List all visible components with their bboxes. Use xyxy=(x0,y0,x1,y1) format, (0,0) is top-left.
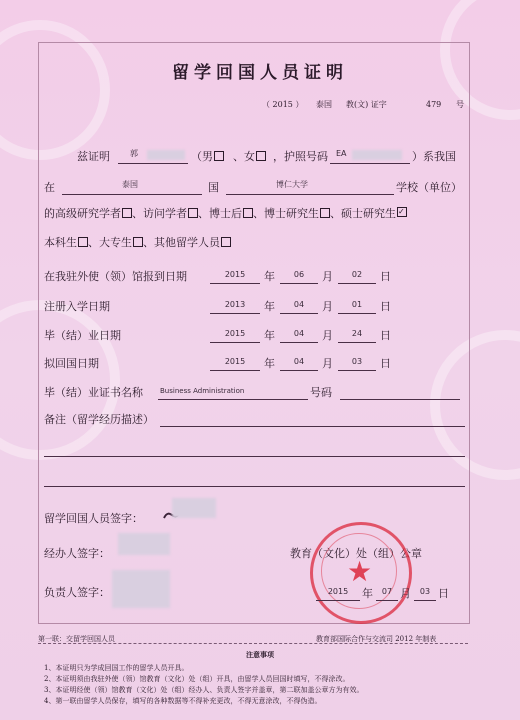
year-underline xyxy=(210,283,260,284)
seal-label: 教育（文化）处（组）公章 xyxy=(290,547,422,560)
seal-month-underline xyxy=(376,600,398,601)
checkbox-female[interactable] xyxy=(256,151,266,161)
day-underline xyxy=(338,283,376,284)
redacted-passport xyxy=(352,150,402,160)
cat-undergrad: 本科生 xyxy=(44,236,77,249)
day-value: 24 xyxy=(351,329,363,338)
month-underline xyxy=(280,283,318,284)
day-value: 01 xyxy=(351,300,363,309)
seal-month-unit: 月 xyxy=(400,587,411,600)
remarks-label: 备注（留学经历描述） xyxy=(44,413,154,426)
passport-number: EA xyxy=(336,149,347,158)
country-underline xyxy=(62,194,202,195)
sex-female-label: 、女 xyxy=(233,150,266,164)
ref-year: （ 2015 ） xyxy=(262,100,304,109)
year-value: 2013 xyxy=(224,300,246,309)
sex-male-label: （男 xyxy=(191,150,224,164)
date-label: 在我驻外使（领）馆报到日期 xyxy=(44,270,187,283)
passport-label: ，护照号码 xyxy=(273,150,328,163)
day-underline xyxy=(338,342,376,343)
cat-visiting-scholar: 、访问学者 xyxy=(132,207,187,220)
day-value: 02 xyxy=(351,270,363,279)
month-underline xyxy=(280,370,318,371)
day-unit: 日 xyxy=(380,300,391,313)
passport-underline xyxy=(330,163,410,164)
date-label: 毕（结）业日期 xyxy=(44,329,121,342)
star-icon: ★ xyxy=(347,555,373,588)
year-underline xyxy=(210,370,260,371)
redacted-signature xyxy=(172,498,216,518)
note-item: 1、本证明只为学成回国工作的留学人员开具。 xyxy=(44,664,189,672)
cat-college: 、大专生 xyxy=(88,236,132,249)
day-unit: 日 xyxy=(380,270,391,283)
remarks-line xyxy=(160,426,465,427)
copy-label: 第一联：交留学回国人员 xyxy=(38,635,115,643)
checkbox-college[interactable] xyxy=(133,237,143,247)
certify-suffix: ）系我国 xyxy=(412,150,456,163)
official-seal xyxy=(310,522,412,624)
month-value: 06 xyxy=(293,270,305,279)
cat-phd: 、博士研究生 xyxy=(253,207,319,220)
note-item: 3、本证明经使（领）馆教育（文化）处（组）经办人、负责人签字并盖章，第二联加盖公章方为有效。 xyxy=(44,686,364,694)
year-underline xyxy=(210,313,260,314)
in-label: 在 xyxy=(44,181,55,194)
notes-title: 注意事项 xyxy=(246,650,274,659)
year-unit: 年 xyxy=(264,270,275,283)
year-value: 2015 xyxy=(224,329,246,338)
degree-underline xyxy=(158,399,308,400)
name-underline xyxy=(118,163,188,164)
seal-day-unit: 日 xyxy=(438,587,449,600)
seal-day-underline xyxy=(414,600,436,601)
remarks-line xyxy=(44,486,465,487)
seal-year: 2015 xyxy=(327,587,349,596)
day-unit: 日 xyxy=(380,329,391,342)
ref-label: 教(文) 证字 xyxy=(346,100,387,109)
month-unit: 月 xyxy=(322,300,333,313)
date-label: 拟回国日期 xyxy=(44,357,99,370)
redacted-handler xyxy=(118,533,170,555)
school-underline xyxy=(226,194,394,195)
year-unit: 年 xyxy=(264,329,275,342)
checkbox-masters-checked[interactable] xyxy=(397,207,407,217)
seal-year-unit: 年 xyxy=(362,587,373,600)
month-unit: 月 xyxy=(322,329,333,342)
month-value: 04 xyxy=(293,357,305,366)
issuer-label: 教育部国际合作与交流司 2012 年制表 xyxy=(316,635,437,643)
category-line-2 xyxy=(44,236,231,250)
month-unit: 月 xyxy=(322,270,333,283)
year-unit: 年 xyxy=(264,357,275,370)
remarks-line xyxy=(44,456,465,457)
school-name: 博仁大学 xyxy=(276,180,308,189)
degree-number-underline xyxy=(340,399,460,400)
day-value: 03 xyxy=(351,357,363,366)
category-line-1 xyxy=(44,207,407,221)
seal-year-underline xyxy=(316,600,360,601)
note-item: 2、本证明须由我驻外使（领）馆教育（文化）处（组）开具，由留学人员回国时填写，不得涂改。 xyxy=(44,675,350,683)
month-underline xyxy=(280,342,318,343)
date-label: 注册入学日期 xyxy=(44,300,110,313)
year-value: 2015 xyxy=(224,357,246,366)
certify-lead: 兹证明 xyxy=(77,150,110,163)
ref-suffix: 号 xyxy=(456,100,464,109)
checkbox-phd[interactable] xyxy=(320,208,330,218)
school-suffix: 学校（单位） xyxy=(396,181,462,194)
footer-divider xyxy=(38,643,468,644)
redacted-responsible xyxy=(112,570,170,608)
day-underline xyxy=(338,313,376,314)
cat-other: 、其他留学人员 xyxy=(143,236,220,249)
note-item: 4、第一联由留学人员保存，填写的各种数据等不得补充更改，不得无意涂改，不得伪造。 xyxy=(44,697,322,705)
guo-label: 国 xyxy=(208,181,219,194)
ref-country: 泰国 xyxy=(316,100,332,109)
checkbox-postdoc[interactable] xyxy=(243,208,253,218)
seal-month: 07 xyxy=(381,587,393,596)
checkbox-other[interactable] xyxy=(221,237,231,247)
year-unit: 年 xyxy=(264,300,275,313)
returnee-signature-label: 留学回国人员签字： xyxy=(44,512,143,525)
cat-senior-scholar: 的高级研究学者 xyxy=(44,207,121,220)
day-underline xyxy=(338,370,376,371)
handler-signature-label: 经办人签字： xyxy=(44,547,110,560)
month-value: 04 xyxy=(293,329,305,338)
day-unit: 日 xyxy=(380,357,391,370)
holder-name: 郭 xyxy=(130,149,138,158)
responsible-signature-label: 负责人签字： xyxy=(44,586,110,599)
ref-number: 479 xyxy=(426,100,442,109)
study-country: 泰国 xyxy=(122,180,138,189)
degree-label: 毕（结）业证书名称 xyxy=(44,386,143,399)
year-underline xyxy=(210,342,260,343)
document-title: 留学回国人员证明 xyxy=(172,63,348,83)
checkbox-senior-scholar[interactable] xyxy=(122,208,132,218)
redacted-name xyxy=(147,150,185,160)
cat-postdoc: 、博士后 xyxy=(198,207,242,220)
seal-day: 03 xyxy=(419,587,431,596)
cat-masters: 、硕士研究生 xyxy=(330,207,396,220)
month-unit: 月 xyxy=(322,357,333,370)
year-value: 2015 xyxy=(224,270,246,279)
checkbox-undergrad[interactable] xyxy=(78,237,88,247)
degree-number-label: 号码 xyxy=(310,386,332,399)
month-value: 04 xyxy=(293,300,305,309)
checkbox-visiting-scholar[interactable] xyxy=(188,208,198,218)
checkbox-male[interactable] xyxy=(214,151,224,161)
degree-name: Business Administration xyxy=(160,387,245,395)
month-underline xyxy=(280,313,318,314)
